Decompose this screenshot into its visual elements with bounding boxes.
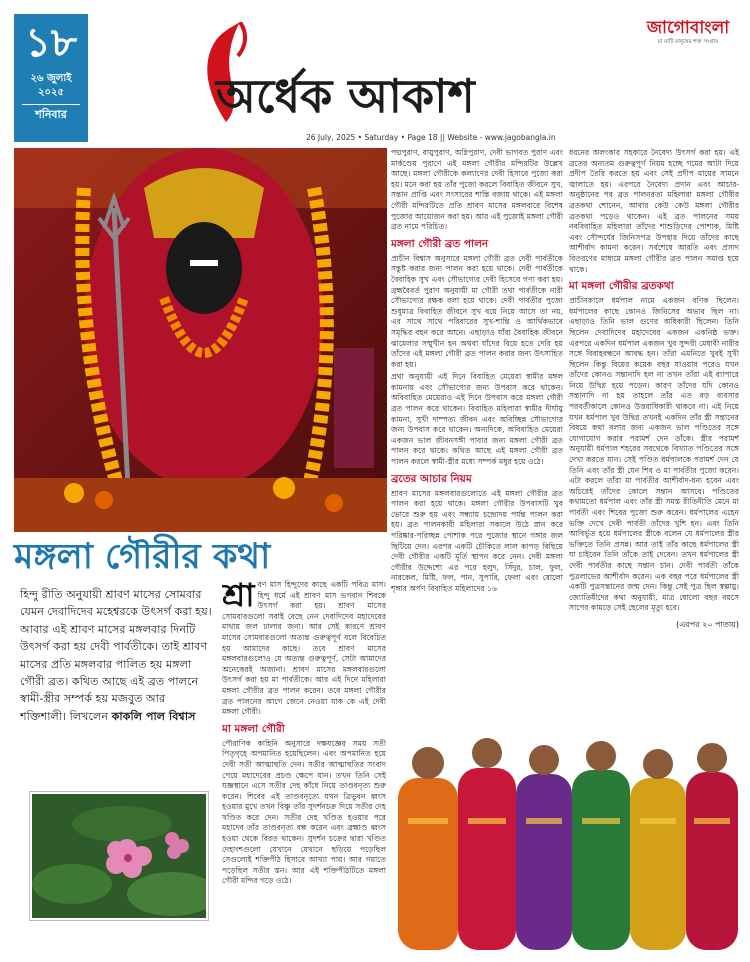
article-intro	[20, 586, 212, 725]
dateline: 26 July, 2025 • Saturday • Page 18 || Website - www.jagobangla.in	[306, 133, 556, 142]
column-a-paragraph	[222, 580, 386, 718]
flower-photo	[30, 792, 208, 920]
column-c-paragraph: ধরনের অলংকার সহকারে নৈবেদ্য উৎসর্গ করা হয়। এই ব্রতের অন্যতম গুরুত্বপূর্ণ নিয়ম হচ্ছে গমের আটা দিয়ে প্রদীপ তৈরি করতে হয় এবং সেই প্রদীপ মায়ের সামনে জ্বালাতে হয়। এরপরে নৈবেদ্য প্রদান এবং আচার-অনুষ্ঠানের পর ব্রত পালনরতা মহিলারা মঙ্গলা গৌরীর ব্রতকথা শোনেন, আবার কেউ কেউ মঙ্গলা গৌরীর ব্রতকথা পড়েও থাকেন। এই ব্রত পালনের সময় নববিবাহিত মহিলারা তাঁদের শাশুড়িদের পোশাক, মিষ্টি এবং সৌন্দর্যের জিনিসপত্র উপহার দিয়ে তাঁদের কাছে আশীর্বাদ কামনা করেন। সর্বশেষে আরতি এবং প্রসাদ বিতরণের মাধ্যমে মঙ্গলা গৌরীর ব্রত পালন সমাপ্ত হয়ে থাকে।	[569, 148, 739, 274]
column-b-paragraph-2: প্রাচীন বিশ্বাস অনুসারে মঙ্গলা গৌরী ব্রত দেবী পার্বতীকে সন্তুষ্ট করার জন্য পালন করা হয়ে থাকে। দেবী পার্বতীকে বৈবাহিক সুখ এবং সৌভাগ্যের দেবী হিসেবে গণ্য করা হয়। ব্রহ্মবৈবর্ত পুরাণ অনুযায়ী মা গৌরী তথা পার্বতীকে নারী সৌভাগ্যের রক্ষক বলা হয়ে থাকে। দেবী পার্বতীর পুজো শুধুমাত্র বিবাহিত জীবনে সুখ বয়ে নিয়ে আসে তা নয়, এর সাথে সাথে পরিবারের সুখ-শান্তি ও আর্থিকভাবে সমৃদ্ধির বহন করে আনে। এছাড়াও যাঁরা বৈবাহিক জীবনে ঝামেলার সম্মুখীন হন অথবা যাঁদের বিয়ে হতে দেরি হয় তাঁদের এই মঙ্গলা গৌরী ব্রত পালন করার জন্য উৎসাহিত করা হয়।	[391, 253, 563, 369]
section-masthead	[196, 22, 556, 132]
column-a-text: বণ মাস হিন্দুদের কাছে একটি পবিত্র মাস। হিন্দু ধর্মে এই শ্রাবণ মাস ভগবান শিবকে উৎসর্গ করা হয়। শ্রাবণ মাসের সোমবারগুলো সবাই বেছে নেন দেবাদিদেব মহাদেবের মাথায় জল ঢালার জন্য। আর সেই কারণে শ্রাবণ মাসের সোমবারগুলো অত্যন্ত গুরুত্বপূর্ণ বলে বিবেচিত হয় আমাদের কাছে। তবে শ্রাবণ মাসের মঙ্গলবারগুলোও যে অত্যন্ত গুরুত্বপূর্ণ, সেটা আমাদের অনেকেরই অজানা। শ্রাবণ মাসের মঙ্গলবারগুলো উৎসর্গ করা হয় মা পার্বতীকে। আর এই দিনে মহিলারা মঙ্গলা গৌরীর ব্রত পালন করেন। তবে মঙ্গলা গৌরীর ব্রত পালনের আগে জেনে নেওয়া যাক কে এই দেবী মঙ্গলা গৌরী।	[222, 580, 386, 717]
brand-name: জাগোবাংলা	[646, 18, 730, 38]
subhead-brotokotha: মা মঙ্গলা গৌরীর ব্রতকথা	[569, 280, 674, 293]
section-title: অর্ধেক আকাশ	[216, 69, 475, 123]
brand-tagline: মা মাটি মানুষের শক্ত সংগ্রাম	[657, 39, 719, 45]
page-date: ২৬ জুলাই ২০২৫	[30, 73, 72, 98]
continued-note: (এরপর ২০ পাতায়)	[676, 619, 739, 629]
dancers-photo	[388, 708, 738, 950]
article-column-a	[222, 580, 386, 950]
column-c-paragraph-2: প্রাচীনকালে ধর্মপাল নামে একজন বণিক ছিলেন। ধর্মপালের কাছে কোনও জিনিসের অভাব ছিল না। এছাড়াও তিনি ভাল গুণের অধিকারী ছিলেন। তিনি ছিলেন দেবাদিদেব মহাদেবের একজন একনিষ্ঠ ভক্ত। এরপরে একদিন ধর্মপাল একজন খুব সুন্দরী মেধাবী নারীর সঙ্গে বিবাহবন্ধনে আবদ্ধ হন। তাঁরা এমনিতে খুবই সুখী ছিলেন কিন্তু বিয়ের কয়েক বছর যাওয়ার পরেও যখন তাঁদের কোনও সন্তানাদি হল না তখন তাঁরা এই ব্যাপারে নিয়ে উদ্বিগ্ন হয়ে পড়েন। কারণ তাঁদের যদি কোনও সন্তানাদি না হয় তাহলে তাঁর এত বড় ব্যবসার পরবর্তীকালে কোনও উত্তরাধিকারী থাকবে না। এই নিয়ে যখন ধর্মপাল খুব উদ্বিগ্ন তখনই একদিন তাঁর স্ত্রী সন্তানের বিষয়ে কথা বলার জন্য একজন ভাল পণ্ডিতের সঙ্গে যোগাযোগ করার পরামর্শ দেন তাঁকে। স্ত্রীর পরামর্শ অনুযায়ী ধর্মপাল শহরের সবথেকে বিখ্যাত পণ্ডিতের সঙ্গে দেখা করতে যান। সেই পণ্ডিত ধর্মপালকে পরামর্শ দেন যে তিনি এবং তাঁর স্ত্রী যেন শিব ও মা পার্বতীর পুজো করেন। এটা করলে তাঁরা মা পার্বতীর আশীর্বাদ-ধন্য হবেন এবং অচিরেই তাঁদের কোলে সন্তান আসবে। পণ্ডিতের কথামতো ধর্মপাল এবং তাঁর স্ত্রী সমস্ত রীতিনীতি মেনে মা পার্বতী এবং শিবের পুজো শুরু করেন। ধর্মপালের এহেন ভক্তি দেখে দেবী পার্বতী তাঁদের খুশি হন। এবং তিনি আবির্ভূত হয়ে ধর্মপালের স্ত্রীকে বলেন যে ধর্মপালের স্ত্রীর ভক্তিতে তিনি প্রসন্ন। আর তাই তাঁর কাছে ধর্মপালের স্ত্রী যা চাইবেন তিনি তাঁকে তাই দেবেন। তখন ধর্মপালের স্ত্রী দেবী পার্বতীর কাছে সন্তান চান। দেবী পার্বতী তাঁকে পুত্রলাভের আশীর্বাদ করেন। এক বছর পরে ধর্মপালের স্ত্রী একটি পুত্রসন্তানের জন্ম দেন। কিন্তু সেই পুত্র ছিল স্বল্পায়ু। জ্যোতিষীদের কথা অনুযায়ী, মাত্র ষোলো বছর বয়সে সাপের কামড়ে সেই ছেলের মৃত্যু হবে।	[569, 296, 739, 613]
article-column-b	[391, 148, 563, 708]
byline: কাকলি পাল বিশ্বাস	[111, 708, 196, 723]
column-b-paragraph: পদ্মপুরাণ, বায়ুপুরাণ, অগ্নিপুরাণ, দেবী ভাগবত পুরাণ এবং মার্কণ্ডেয় পুরাণে এই মঙ্গলা গৌরীর মন্দিরটির উল্লেখ আছে। মঙ্গলা গৌরীকে কল্যাণের দেবী হিসাবে পুজো করা হয়। মনে করা হয় তাঁর পুজো করলে বিবাহিত জীবনে সুখ, সন্তান প্রাপ্তি এবং সংসারের শান্তি বজায় থাকে। এই মঙ্গলা গৌরী মন্দিরটিতে প্রতি শ্রাবণ মাসের মঙ্গলবারে বিশেষ পুজোর আয়োজন করা হয়। আর এই পুজোই মঙ্গলা গৌরী ব্রত নামে পরিচিত।	[391, 148, 563, 232]
subhead-ma-mangala-gouri: মা মঙ্গলা গৌরী	[222, 722, 285, 735]
intro-text: হিন্দু রীতি অনুযায়ী শ্রাবণ মাসের সোমবার যেমন দেবাদিদেব মহেশ্বরকে উৎসর্গ করা হয়। আবার এই শ্রাবণ মাসের মঙ্গলবার দিনটি উৎসর্গ করা হয় দেবী পার্বতীকে। তাই শ্রাবণ মাসের প্রতি মঙ্গলবার পালিত হয় মঙ্গলা গৌরী ব্রত। কথিত আছে এই ব্রত পালনে স্বামী-স্ত্রীর সম্পর্ক হয় মজবুত আর শক্তিশালী। লিখলেন	[20, 588, 212, 723]
page-day: শনিবার	[22, 104, 80, 125]
subhead-brata-palan: মঙ্গলা গৌরী ব্রত পালন	[391, 237, 489, 250]
goddess-photo	[14, 148, 387, 532]
brand-logo	[640, 18, 736, 46]
article-headline: মঙ্গলা গৌরীর কথা	[14, 537, 271, 577]
page-number-box	[14, 14, 88, 142]
column-b-paragraph-3: প্রথা অনুযায়ী এই দিনে বিবাহিত মেয়েরা স্বামীর মঙ্গল কামনায় এবং সৌভাগ্যের জন্য উপবাস করে থাকেন। অবিবাহিত মেয়েরাও এই দিনে উপবাস করে মঙ্গলা গৌরী ব্রত পালন করে থাকেন। বিবাহিত মহিলারা স্বামীর দীর্ঘায়ু কামনা, সুখী দাম্পত্য জীবন এবং অবিচ্ছিন্ন সৌভাগ্যের জন্য উপবাস করে থাকেন। অন্যদিকে, অবিবাহিত মেয়েরা একজন ভাল জীবনসঙ্গী পাবার জন্য মঙ্গলা গৌরী ব্রত পালন করে থাকে। কথিত আছে এই মঙ্গলা গৌরী ব্রত পালন করলে স্বামী-স্ত্রীর মধ্যে সম্পর্ক মধুর হয়ে ওঠে।	[391, 372, 563, 467]
article-column-c	[569, 148, 739, 708]
subhead-achar-niyam: ব্রতের আচার নিয়ম	[391, 472, 472, 485]
dropcap: শ্রা	[222, 580, 255, 614]
column-a-paragraph-2: পৌরাণিক কাহিনি অনুসারে দক্ষযজ্ঞের সময় সতী পিতৃগৃহে অপমানিত হয়েছিলেন। এবং অপমানিত হয়ে দেবী সতী আত্মাহুতি দেন। সতীর আত্মাহুতির সংবাদ পেয়ে মহাদেবের প্রচণ্ড ক্ষেপে যান। তখন তিনি সেই যজ্ঞস্থানে এসে সতীর দেহ কাঁধে নিয়ে তাণ্ডবনৃত্য শুরু করেন। শিবের এই তাণ্ডবনৃত্যে যখন ত্রিভুবন ধ্বংস হওয়ার মুখে তখন বিষ্ণু তাঁর সুদর্শনচক্র দিয়ে সতীর দেহ খণ্ডিত করে দেন। সতীর দেহ খণ্ডিত হওয়ার পরে মহাদেব তাঁর তাণ্ডবনৃত্য বন্ধ করেন এবং ব্রহ্মাণ্ড ধ্বংস হওয়া থেকে বিরত থাকেন। সুদর্শন চক্রের দ্বারা খণ্ডিত দেহাংশগুলো যেখানে যেখানে ছড়িয়ে পড়েছিল সেগুলোই শক্তিপীঠ হিসাবে আখ্যা পায়। আর গয়াতে পড়েছিল সতীর স্তন। আর এই শক্তিপীঠটিতে মঙ্গলা গৌরী মন্দির গড়ে ওঠে।	[222, 738, 386, 886]
page-number: ১৮	[25, 20, 77, 66]
column-b-paragraph-4: শ্রাবণ মাসের মঙ্গলবারগুলোতে এই মঙ্গলা গৌরীর ব্রত পালন করা হয়ে থাকে। মঙ্গলা গৌরীর উপবাসটি খুব ভোরে শুরু হয় এবং সন্ধ্যায় চন্দ্রোদয় পর্যন্ত পালন করা হয়। ব্রত পালনকারী মহিলারা সকালে উঠে স্নান করে পরিষ্কার-পরিচ্ছন্ন পোশাক পরে পুজোর স্থানে গঙ্গার জল ছিটিয়ে দেন। এরপর একটি চৌকিতে লাল কাপড় বিছিয়ে দেবী গৌরীর একটি মূর্তি স্থাপন করে নেন। দেবী মঙ্গলা গৌরীর উদ্দেশ্যে এর পরে হলুদ, সিঁদুর, চাল, ফুল, নারকেল, মিষ্টি, ফল, পান, সুপারি, ফেলা এবং ষোলো শৃঙ্গার অর্পণ বিবাহিত মহিলাদের ১৬	[391, 488, 563, 593]
